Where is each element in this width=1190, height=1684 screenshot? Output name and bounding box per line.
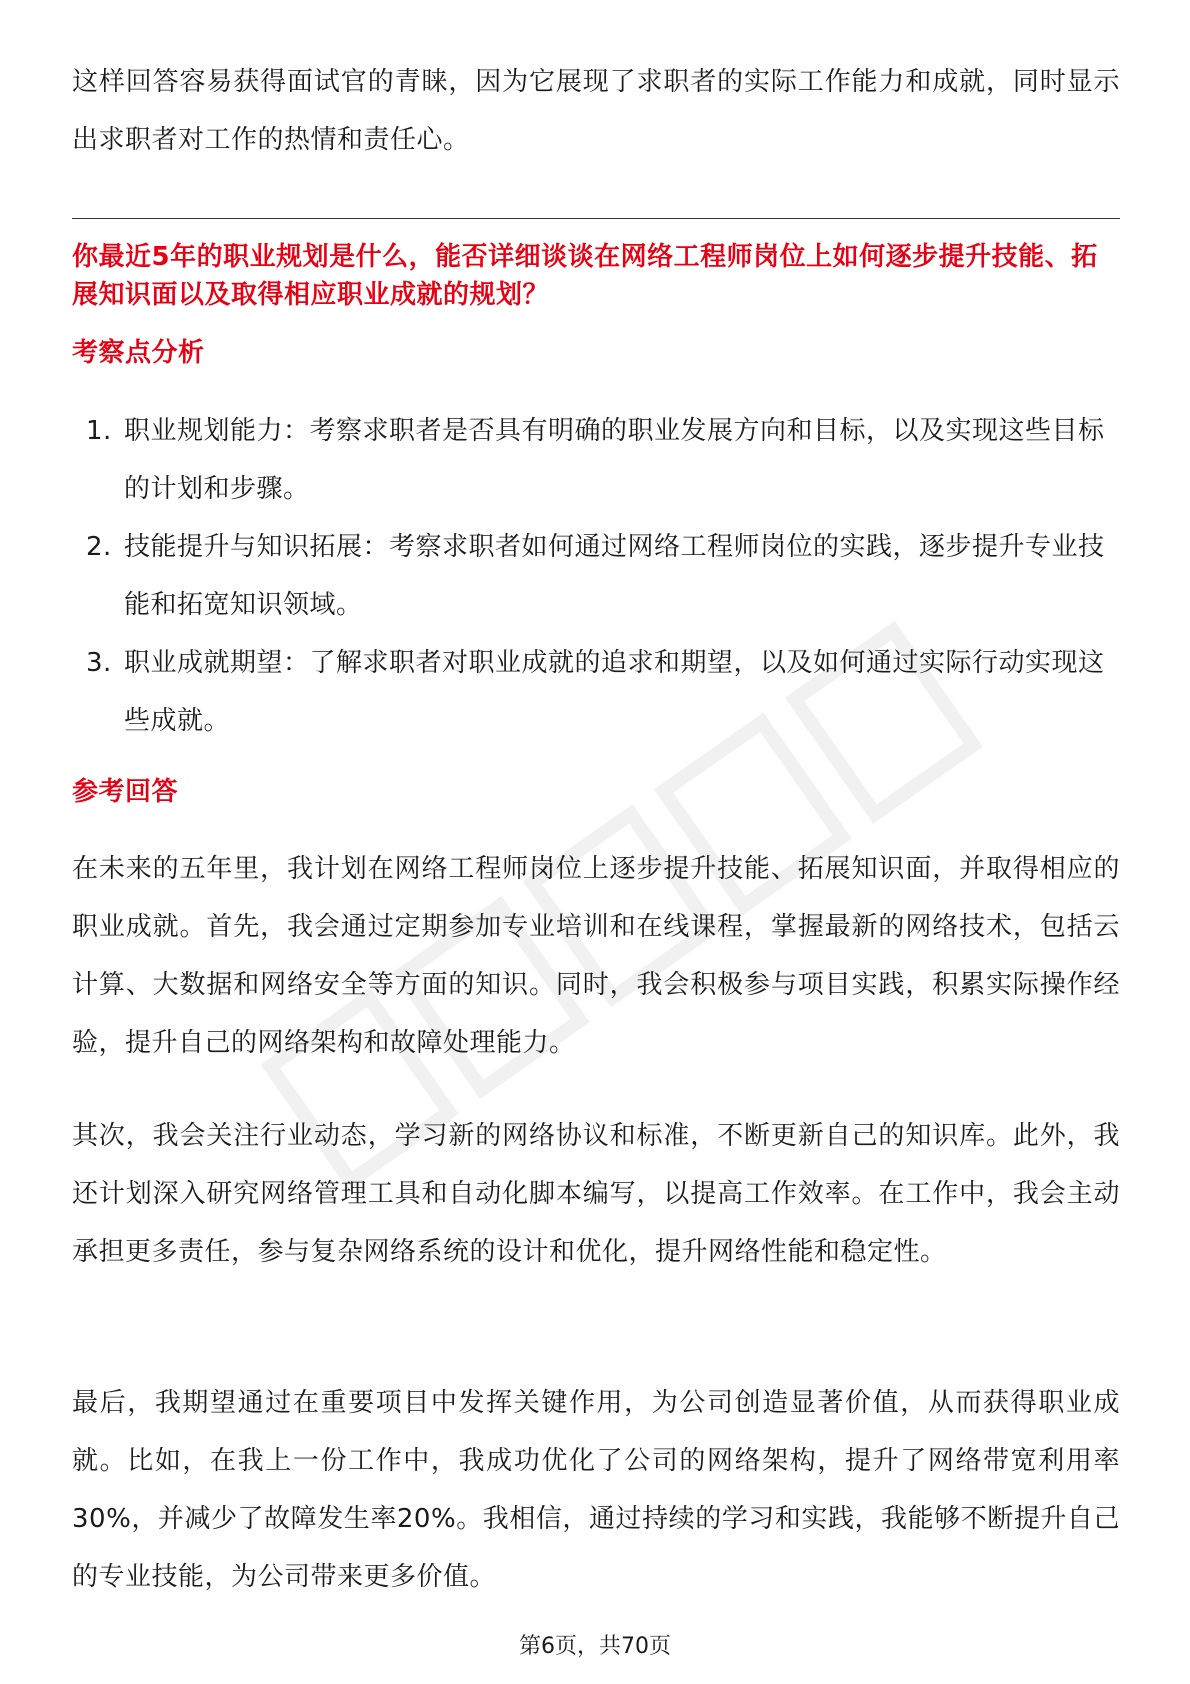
- intro-paragraph: 这样回答容易获得面试官的青睐，因为它展现了求职者的实际工作能力和成就，同时显示出求职者对工作的热情和责任心。: [72, 67, 1120, 155]
- analysis-list: [72, 402, 1120, 750]
- analysis-item-text: 职业规划能力：考察求职者是否具有明确的职业发展方向和目标，以及实现这些目标的计划和步骤。: [124, 416, 1105, 504]
- section-divider: [72, 218, 1120, 219]
- answer-paragraph: 在未来的五年里，我计划在网络工程师岗位上逐步提升技能、拓展知识面，并取得相应的职业成就。首先，我会通过定期参加专业培训和在线课程，掌握最新的网络技术，包括云计算、大数据和网络安全等方面的知识。同时，我会积极参与项目实践，积累实际操作经验，提升自己的网络架构和故障处理能力。: [72, 854, 1120, 1058]
- analysis-item: [72, 634, 1120, 750]
- page-number-footer: 第6页，共70页: [519, 1634, 671, 1659]
- answer-paragraph: 最后，我期望通过在重要项目中发挥关键作用，为公司创造显著价值，从而获得职业成就。比如，在我上一份工作中，我成功优化了公司的网络架构，提升了网络带宽利用率30%，并减少了故障发生率20%。我相信，通过持续的学习和实践，我能够不断提升自己的专业技能，为公司带来更多价值。: [72, 1388, 1120, 1592]
- interview-question: 你最近5年的职业规划是什么，能否详细谈谈在网络工程师岗位上如何逐步提升技能、拓展知识面以及取得相应职业成就的规划？: [72, 242, 1098, 310]
- analysis-item: [72, 518, 1120, 634]
- list-number: 3.: [86, 648, 112, 678]
- list-number: 2.: [86, 532, 112, 562]
- analysis-heading: 考察点分析: [72, 338, 205, 368]
- analysis-item-text: 职业成就期望：了解求职者对职业成就的追求和期望，以及如何通过实际行动实现这些成就。: [124, 648, 1105, 736]
- answer-heading: 参考回答: [72, 777, 179, 807]
- analysis-item: [72, 402, 1120, 518]
- list-number: 1.: [86, 416, 112, 446]
- answer-paragraph: 其次，我会关注行业动态，学习新的网络协议和标准，不断更新自己的知识库。此外，我还计划深入研究网络管理工具和自动化脚本编写，以提高工作效率。在工作中，我会主动承担更多责任，参与复杂网络系统的设计和优化，提升网络性能和稳定性。: [72, 1121, 1120, 1267]
- analysis-item-text: 技能提升与知识拓展：考察求职者如何通过网络工程师岗位的实践，逐步提升专业技能和拓宽知识领域。: [124, 532, 1105, 620]
